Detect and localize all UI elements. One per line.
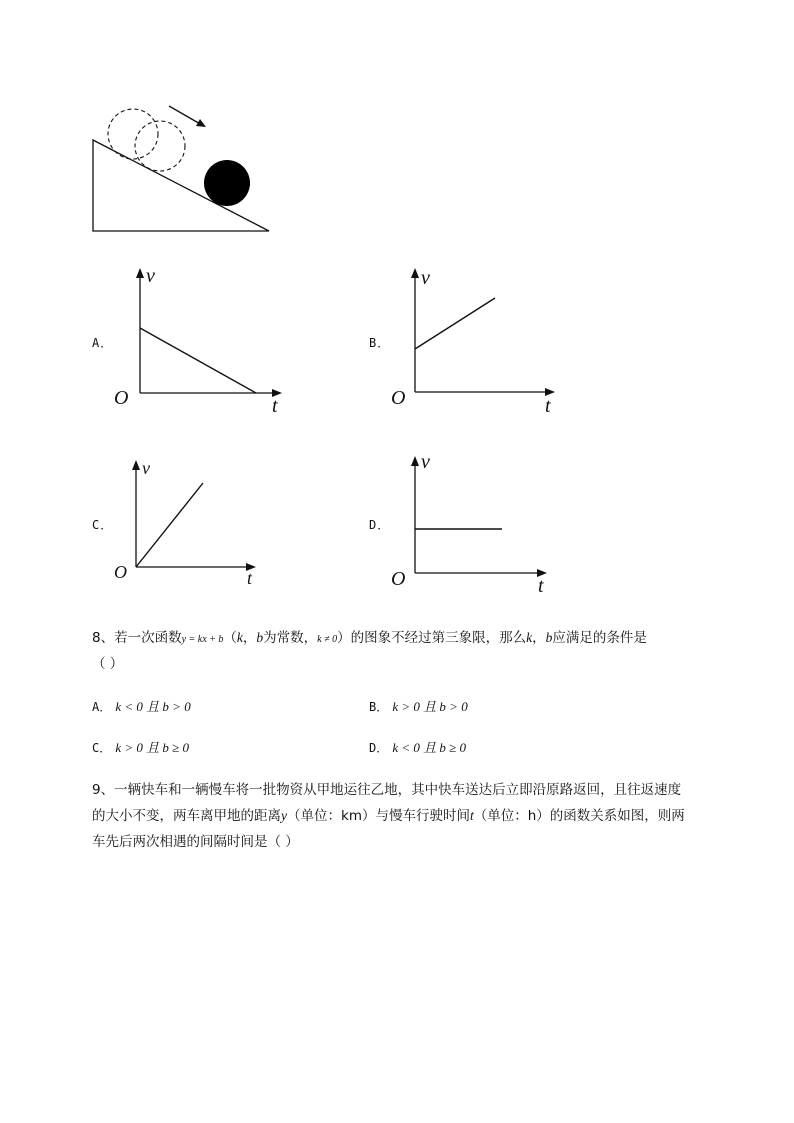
graph-c: [100, 452, 280, 592]
graph-a-o: O: [114, 387, 129, 409]
graph-b-line: [415, 298, 495, 349]
graph-d-t: t: [538, 575, 544, 597]
graph-a-label: A．: [92, 336, 114, 350]
motion-arrow-icon: [169, 106, 202, 125]
graph-a-line: [140, 328, 256, 393]
graph-b: [375, 262, 575, 422]
graph-c-o: O: [114, 562, 127, 582]
graph-d-label: D．: [369, 518, 391, 532]
dashed-ball-1: [108, 109, 158, 159]
q9-line1: 9、一辆快车和一辆慢车将一批物资从甲地运往乙地，其中快车送达后立即沿原路返回，且往返速度: [92, 782, 682, 798]
q8-line2: （ ）: [92, 656, 124, 672]
q8-option-a[interactable]: A． k < 0 且 b > 0: [92, 699, 191, 714]
graph-d-v: v: [421, 451, 430, 473]
solid-ball: [204, 160, 250, 206]
graph-d-o: O: [391, 568, 406, 590]
graph-c-line: [136, 483, 203, 567]
graph-d: [375, 448, 575, 596]
q9-line3: 车先后两次相遇的间隔时间是（ ）: [92, 834, 299, 850]
graph-b-label: B．: [369, 336, 391, 350]
q8-line1: 8、若一次函数y = kx + b（k，b为常数，k ≠ 0）的图象不经过第三象限，那么k，b应满足的条件是: [92, 630, 647, 646]
graph-a-t: t: [272, 395, 278, 417]
dashed-ball-2: [135, 121, 185, 171]
graph-b-v: v: [421, 267, 430, 289]
graph-b-o: O: [391, 387, 406, 409]
q8-option-d[interactable]: D． k < 0 且 b ≥ 0: [369, 740, 467, 755]
graph-c-t: t: [247, 568, 253, 588]
graph-b-t: t: [545, 395, 551, 417]
q9-line2: 的大小不变，两车离甲地的距离y（单位：km）与慢车行驶时间t（单位：h）的函数关系如图，则两: [92, 808, 685, 824]
q8-option-c[interactable]: C． k > 0 且 b ≥ 0: [92, 740, 190, 755]
graph-c-v: v: [142, 458, 150, 478]
graph-c-label: C．: [92, 518, 114, 532]
graph-a-v: v: [146, 265, 155, 287]
incline-ball-figure: [0, 0, 794, 260]
q8-option-b[interactable]: B． k > 0 且 b > 0: [369, 699, 468, 714]
graph-a: [100, 262, 300, 422]
